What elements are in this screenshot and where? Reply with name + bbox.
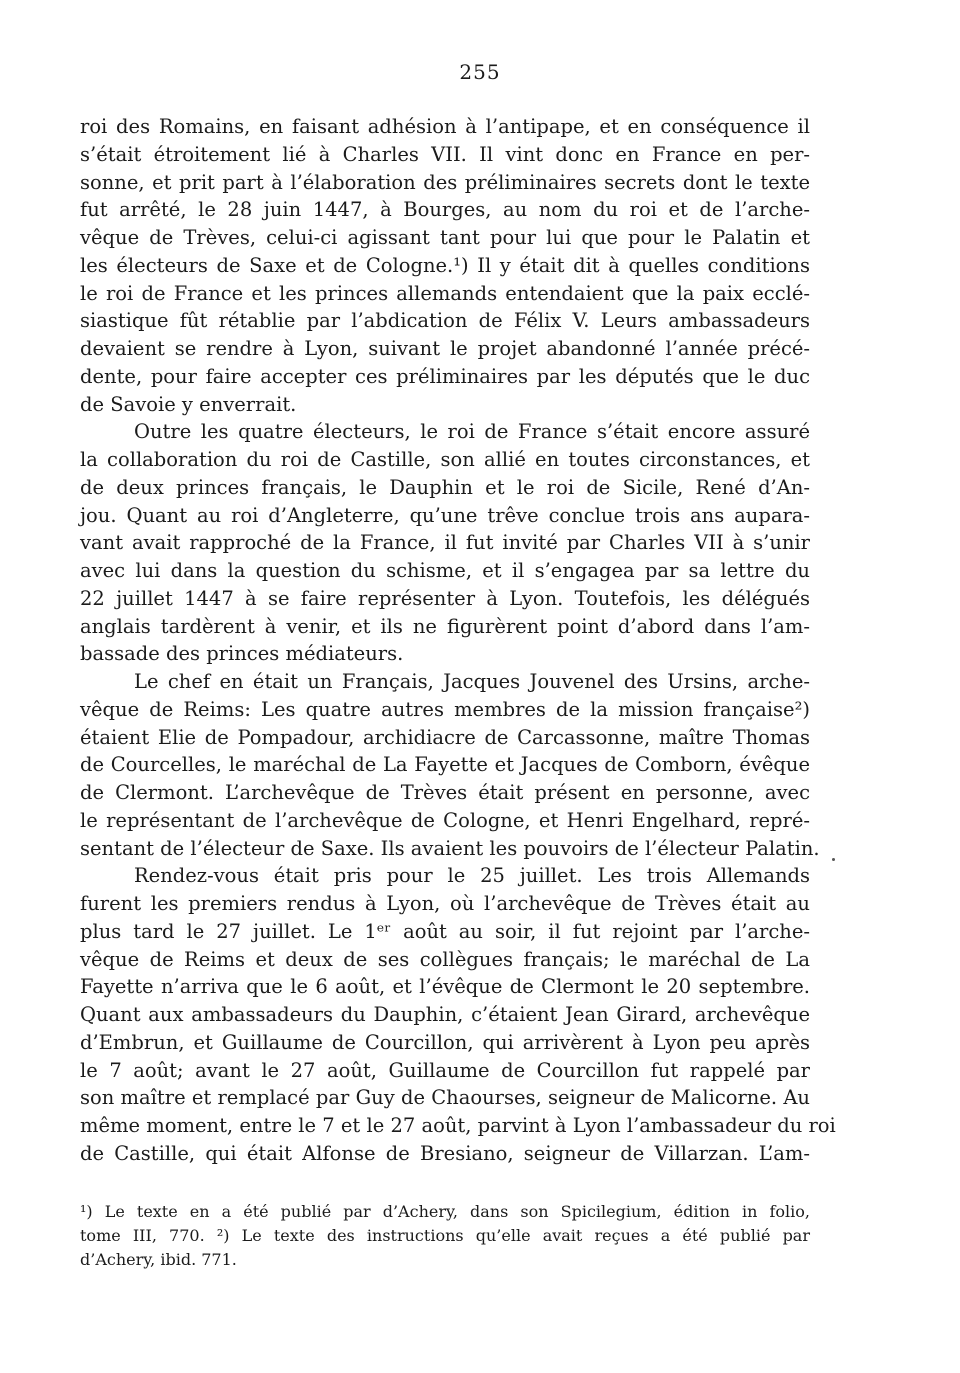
text-line: son maître et remplacé par Guy de Chaourses, seigneur de Malicorne. Au [80,1086,810,1110]
footnote-line: ¹) Le texte en a été publié par d’Achery, dans son Spicilegium, édition in folio, [80,1202,810,1221]
text-line: Outre les quatre électeurs, le roi de France s’était encore assuré [134,420,810,444]
paragraph-2 [80,418,810,668]
text-line: Fayette n’arriva que le 6 août, et l’évêque de Clermont le 20 septembre. [80,975,810,999]
text-line: sonne, et prit part à l’élaboration des préliminaires secrets dont le texte [80,170,810,194]
text-line: s’était étroitement lié à Charles VII. Il vint donc en France en per- [80,142,810,166]
footnotes [80,1200,810,1272]
text-line: plus tard le 27 juillet. Le 1ᵉʳ août au soir, il fut rejoint par l’arche- [80,919,810,943]
text-line: Rendez-vous était pris pour le 25 juillet. Les trois Allemands [134,864,810,888]
text-line: les électeurs de Saxe et de Cologne.¹) Il y était dit à quelles conditions [80,253,810,277]
text-line: fut arrêté, le 28 juin 1447, à Bourges, au nom du roi et de l’arche- [80,198,810,222]
text-line: 22 juillet 1447 à se faire représenter à Lyon. Toutefois, les délégués [80,586,810,610]
text-line: anglais tardèrent à venir, et ils ne figurèrent point d’abord dans l’am- [80,614,810,638]
text-line: de Clermont. L’archevêque de Trèves était présent en personne, avec [80,781,810,804]
text-line: d’Embrun, et Guillaume de Courcillon, qui arrivèrent à Lyon peu après [80,1030,810,1054]
text-line: la collaboration du roi de Castille, son allié en toutes circonstances, et [80,448,810,471]
text-line: devaient se rendre à Lyon, suivant le projet abandonné l’année précé- [80,337,810,360]
page-number: 255 [459,60,501,84]
text-line: furent les premiers rendus à Lyon, où l’archevêque de Trèves était au [80,892,810,915]
text-line: dente, pour faire accepter ces préliminaires par les députés que le duc [80,364,810,388]
text-line: de Courcelles, le maréchal de La Fayette et Jacques de Comborn, évêque [80,753,810,777]
paragraph-4 [80,862,836,1167]
text-line: vêque de Trèves, celui-ci agissant tant pour lui que pour le Palatin et [80,226,810,249]
text-line: roi des Romains, en faisant adhésion à l’antipape, et en conséquence il [80,115,810,138]
text-line: de Castille, qui était Alfonse de Bresiano, seigneur de Villarzan. L’am- [80,1141,810,1165]
text-line: sentant de l’électeur de Saxe. Ils avaient les pouvoirs de l’électeur Palatin. [80,836,820,860]
paragraph-1 [80,113,810,418]
text-line: vêque de Reims et deux de ses collègues français; le maréchal de La [80,947,810,971]
text-line: vant avait rapproché de la France, il fut invité par Charles VII à s’unir [80,531,810,555]
text-line: le 7 août; avant le 27 août, Guillaume de Courcillon fut rappelé par [80,1058,810,1082]
text-line: jou. Quant au roi d’Angleterre, qu’une trêve conclue trois ans aupara- [80,503,810,527]
footnote-line: d’Achery, ibid. 771. [80,1250,237,1269]
margin-mark [832,858,835,861]
text-line: le représentant de l’archevêque de Cologne, et Henri Engelhard, repré- [80,808,810,832]
text-line: Le chef en était un Français, Jacques Jouvenel des Ursins, arche- [134,670,810,693]
paragraph-3 [80,668,820,862]
text-line: avec lui dans la question du schisme, et il s’engagea par sa lettre du [80,559,810,582]
text-line: vêque de Reims: Les quatre autres membres de la mission française²) [80,697,810,721]
footnote-line: tome III, 770. ²) Le texte des instructions qu’elle avait reçues a été publié par [80,1226,810,1245]
text-line: le roi de France et les princes allemands entendaient que la paix ecclé- [80,281,810,305]
text-line: même moment, entre le 7 et le 27 août, parvint à Lyon l’ambassadeur du roi [80,1114,836,1137]
text-line: siastique fût rétablie par l’abdication de Félix V. Leurs ambassadeurs [80,309,810,333]
text-line: étaient Elie de Pompadour, archidiacre de Carcassonne, maître Thomas [80,725,810,749]
text-line: bassade des princes médiateurs. [80,642,404,666]
text-line: Quant aux ambassadeurs du Dauphin, c’étaient Jean Girard, archevêque [80,1003,810,1026]
text-line: de deux princes français, le Dauphin et le roi de Sicile, René d’An- [80,475,810,499]
text-line: de Savoie y enverrait. [80,392,297,416]
body-text [80,113,836,1168]
